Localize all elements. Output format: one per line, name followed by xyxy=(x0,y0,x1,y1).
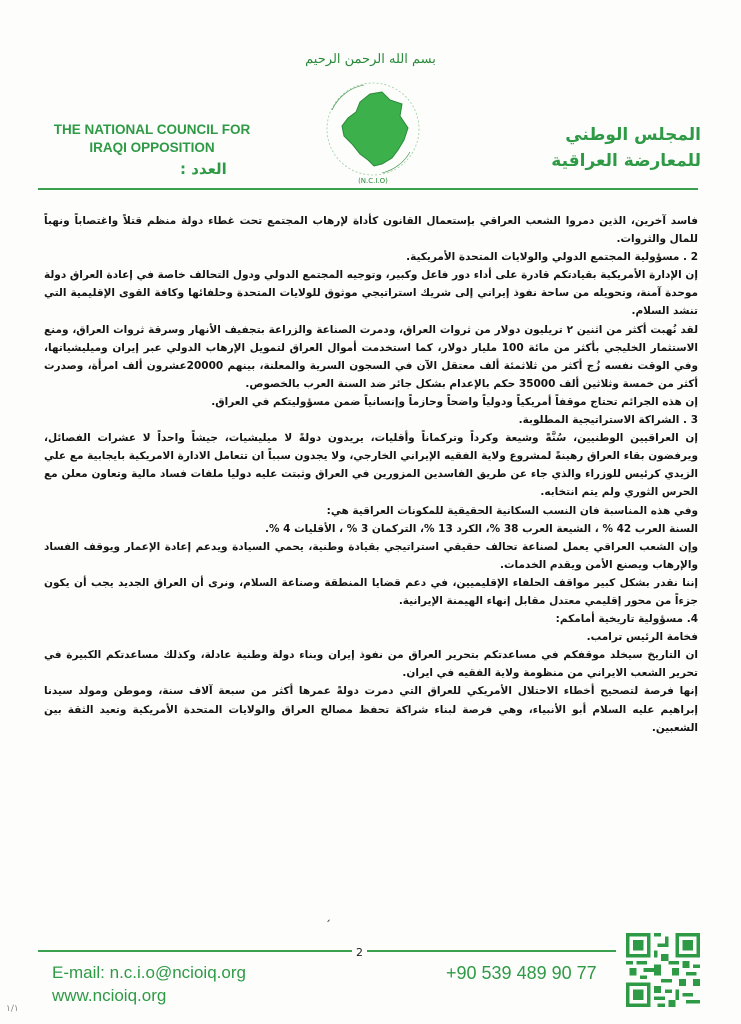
section-heading: 3 . الشراكة الاستراتيجية المطلوبة. xyxy=(518,414,698,427)
paragraph: إن الإدارة الأمريكية بقيادتكم قادرة على أداء دور فاعل وكبير، وتوجيه المجتمع الدولي ودول التحالف خاصة في إعادة العراق دولة موحدة آمنة، وتحويله من ساحة نفوذ إيراني إلى شريك استراتيجي موثوق للولايات المتحدة وحلفائها وكافة القوى الإقليمية التي تنشد السلام. xyxy=(44,269,698,318)
basmala: بسم الله الرحمن الرحيم xyxy=(305,52,436,67)
page-number: 2 xyxy=(352,946,367,959)
paragraph: السنة العرب 42 % ، الشيعة العرب 38 %، الكرد 13 %، التركمان 3 % ، الأقليات 4 %. xyxy=(264,522,698,535)
paragraph: فاسد آخرين، الذين دمروا الشعب العراقي بإستعمال القانون كأداة لإرهاب المجتمع تحت غطاء دولة منظم قتلاً واغتصاباً ونهباً للمال والثروات. xyxy=(44,215,698,246)
paragraph: لقد نُهبت أكثر من اثنين ٢ تريليون دولار من ثروات العراق، ودمرت الصناعة والزراعة بتجفيف الأنهار وسرقة ثروات العراق، ومنع الاستثمار الخليجي بأكثر من مائة 100 مليار دولار، كما استخدمت أموال العراق لتمويل الإرهاب الدولي عبر إيران وميليشياتها، وفي الوقت نفسه زُج أكثر من ثلاثمئة ألف معتقل الآن في السجون السرية والمعلنة، بينهم 20000عشرون ألف امرأة، وصدرت أكثر من خمسة وثلاثين ألف 35000 حكم بالإعدام بشكل جائر ضد السنة العرب بالخصوص. xyxy=(44,323,699,390)
org-name-arabic xyxy=(481,122,701,174)
org-name-arabic-line2: للمعارضة العراقية xyxy=(551,151,701,171)
org-name-english-line1: THE NATIONAL COUNCIL FOR xyxy=(53,122,251,137)
footer-website[interactable]: www.ncioiq.org xyxy=(52,986,167,1005)
paragraph: إن هذه الجرائم تحتاج موقفاً أمريكياً ودولياً واضحاً وحازماً وإنسانياً ضمن مسؤوليتكم في العراق. xyxy=(211,395,698,408)
sheet-count: ١/١ xyxy=(6,1004,19,1014)
org-name-english-line2: IRAQI OPPOSITION xyxy=(89,140,215,155)
logo-code: (N.C.I.O) xyxy=(358,177,388,185)
paragraph: إننا نقدر بشكل كبير مواقف الحلفاء الإقليميين، في دعم قضايا المنطقة وصناعة السلام، ونرى أن العراق الجديد يجب أن يكون جزءاً من محور إقليمي معتدل مقابل إنهاء الهيمنة الإيرانية. xyxy=(44,576,698,607)
issue-number-label: العدد : xyxy=(180,160,227,178)
salutation: فخامة الرئيس ترامب. xyxy=(586,631,698,644)
stray-mark: ˏ xyxy=(325,908,331,922)
org-name-arabic-line1: المجلس الوطني xyxy=(565,125,701,145)
paragraph: إنها فرصة لتصحيح أخطاء الاحتلال الأمريكي للعراق التي دمرت دولةً عمرها أكثر من سبعة آلاف سنة، وموطن ومولد سيدنا إبراهيم عليه السلام أبو الأنبياء، وهي فرصة لبناء شراكة تحفظ مصالح العراق والولايات المتحدة الأمريكية وتعيد الثقة بين الشعبين. xyxy=(44,685,698,734)
qr-code-icon xyxy=(626,933,700,1007)
paragraph: وإن الشعب العراقي يعمل لصناعة تحالف حقيقي استراتيجي بقيادة وطنية، يحمي السيادة ويدعم إعادة الإعمار ويوقف الفساد والإرهاب ويصنع الأمن ويقدم الخدمات. xyxy=(44,540,698,571)
letter-body xyxy=(44,212,698,737)
section-heading: 2 . مسؤولية المجتمع الدولي والولايات المتحدة الأمريكية. xyxy=(406,251,698,264)
section-heading: 4. مسؤولية تاريخية أمامكم: xyxy=(555,613,698,626)
paragraph: إن العراقيين الوطنيين، سُنَّةً وشيعة وكرداً وتركماناً وأقليات، يريدون دولةً لا ميليشيات، جيشاً واحداً لا عشرات الفصائل، ويرفضون بقاء العراق رهينةً لمشروع ولاية الفقيه الإيراني الخارجي، ولا يجدون سبباً ان تتعامل الادارة الامريكية بايجابية مع علي الزيدي كرئيس للوزراء والذي جاء عن طريق الفاسدين المزورين في العراق وثبتت عليه دوليا ملفات فساد مالية وتعاون معلن مع الحرس الثوري ولم يتم انتخابه. xyxy=(44,432,698,499)
paragraph: وفي هذه المناسبة فان النسب السكانية الحقيقية للمكونات العراقية هي: xyxy=(326,504,698,517)
iraq-map-emblem-icon xyxy=(312,70,434,188)
org-name-english xyxy=(42,121,262,157)
footer-divider xyxy=(38,950,616,952)
paragraph: ان التاريخ سيخلد موقفكم في مساعدتكم بتحرير العراق من نفوذ إيران وبناء دولة وطنية عادلة، وكذلك مساعدتكم الكبيرة في تحرير الشعب الايراني من منظومة ولاية الفقيه في ايران. xyxy=(44,649,698,680)
footer-phone: +90 539 489 90 77 xyxy=(446,963,597,983)
header-divider xyxy=(38,188,698,190)
footer-email[interactable]: E-mail: n.c.i.o@ncioiq.org xyxy=(52,963,246,982)
